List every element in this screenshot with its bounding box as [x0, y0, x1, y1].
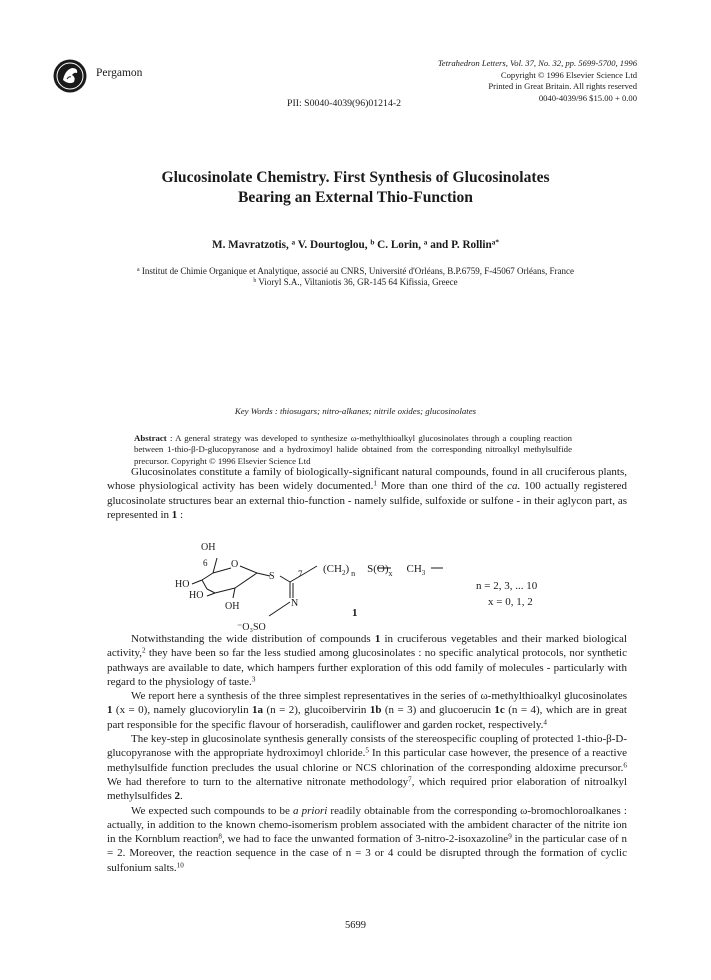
affiliation-text: Vioryl S.A., Viltaniotis 36, GR-145 64 Kifissia, Greece	[258, 277, 458, 287]
compound-number: 1	[352, 607, 358, 619]
bond-line	[307, 566, 317, 572]
author-mark: b	[370, 238, 375, 247]
text-span: The key-step in glucosinolate synthesis generally consists of the stereospecific coupling of protected 1-thio-β-D-glucopyranose with the appropriate hydroximoyl chloride.	[107, 733, 627, 760]
abstract-label: Abstract	[134, 433, 167, 443]
atom-label: S	[269, 571, 275, 582]
pergamon-logo-icon	[52, 58, 88, 94]
author-name: C. Lorin,	[377, 239, 421, 251]
printed-line: Printed in Great Britain. All rights reserved	[488, 81, 637, 92]
text-span: in cruciferous vegetables and their marked biological activity,	[107, 633, 627, 660]
reference-mark: 10	[176, 861, 184, 870]
abstract-text: : A general strategy was developed to synthesize ω-methylthioalkyl glucosinolates through a coupling reaction between 1-thio-β-D-glucopyranose and a hydroximoyl halide obtained from the corresponding nitroalkyl methylsulfide precursor. Copyright © 1996 Elsevier Science Ltd	[134, 433, 572, 466]
text-span: ca.	[507, 480, 521, 493]
text-span: , which required prior elaboration of nitroalkyl methylsulfides	[107, 775, 627, 803]
body-paragraph-2	[107, 632, 627, 689]
bond-line	[192, 580, 202, 584]
condition-n: n = 2, 3, ... 10	[476, 580, 538, 592]
atom-label: HO	[175, 579, 190, 590]
compound-number: 1a	[252, 704, 264, 717]
text-span: (n = 2), glucoibervirin	[263, 704, 370, 717]
chain-label: $(CH_2)$ $_n$ $S(O)_x$ $CH_3$	[323, 563, 426, 578]
bond-line	[213, 558, 217, 573]
text-span: , we had to face the unwanted formation of 3-nitro-2-isoxazoline	[221, 833, 509, 846]
affiliation-mark: b	[253, 278, 257, 285]
affiliation-b	[0, 277, 711, 288]
affiliation-text: Institut de Chimie Organique et Analytique, associé au CNRS, Université d'Orléans, B.P.6759, F-45067 Orléans, France	[141, 266, 574, 276]
atom-label: 7	[298, 569, 303, 579]
atom-label: 6	[203, 558, 208, 568]
text-span: 100 actually registered glucosinolate structures bear an external thio-function - namely sulfide, sulfoxide or sulfone - in their aglycon part, as represented in	[107, 480, 627, 521]
bond-line	[215, 588, 235, 593]
reference-mark: 2	[142, 646, 146, 655]
text-span: We had therefore to turn to the alternative nitronate methodology	[107, 775, 409, 788]
atom-label: O	[231, 559, 239, 570]
bond-line	[202, 573, 213, 580]
journal-info	[438, 58, 637, 104]
page-number: 5699	[345, 920, 366, 931]
atom-label: OH	[225, 601, 240, 612]
text-span: (n = 3) and glucoerucin	[381, 704, 495, 717]
text-span: (x = 0), namely glucoviorylin	[112, 704, 253, 717]
condition-x: x = 0, 1, 2	[488, 596, 533, 608]
compound-number: 1c	[494, 704, 505, 717]
body-paragraph-5	[107, 804, 627, 875]
compound-number: 1	[107, 704, 113, 717]
paper-title	[0, 168, 711, 208]
body-text-block	[107, 632, 627, 875]
body-paragraph-1	[107, 465, 627, 522]
text-span: Notwithstanding the wide distribution of compounds	[131, 633, 375, 645]
bond-line	[202, 580, 207, 589]
text-span: :	[177, 508, 184, 521]
reference-mark: 7	[408, 775, 412, 784]
atom-label: HO	[189, 590, 204, 601]
text-span: We report here a synthesis of the three simplest representatives in the series of ω-methylthioalkyl glucosinolates	[131, 690, 627, 703]
body-paragraph-3	[107, 689, 627, 732]
author-mark: a*	[491, 238, 499, 247]
title-line-1: Glucosinolate Chemistry. First Synthesis of Glucosinolates	[161, 169, 550, 186]
bond-line	[235, 573, 257, 588]
text-span: they have been so far the less studied among glucosinolates : no specific analytical protocols, nor synthetic pathways are available to date, which hampers further exploration of this odd family of molecules - particularly with regard to the physiology of taste.	[107, 647, 627, 688]
author-list	[0, 239, 711, 251]
affiliation-mark: a	[137, 267, 140, 274]
text-span: (n = 4), which are in great part responsible for the specific flavour of horseradish, cauliflower and garden rocket, respectively.	[107, 704, 627, 731]
title-line-2: Bearing an External Thio-Function	[238, 189, 473, 206]
text-span: a priori	[293, 804, 328, 817]
bond-line	[207, 589, 215, 593]
text-span: readily obtainable from the corresponding ω-bromochloroalkanes : actually, in addition to the known chemo-isomerism problem associated with the ambident character of the nitrite ion in the Kornblum reaction	[107, 804, 627, 846]
reference-mark: 3	[251, 675, 256, 684]
compound-number: 1b	[369, 704, 382, 717]
abstract	[134, 433, 572, 467]
pii-identifier: PII: S0040-4039(96)01214-2	[287, 98, 402, 109]
compound-number: 2	[174, 790, 181, 803]
reference-mark: 6	[623, 761, 627, 770]
author-name: M. Mavratzotis,	[212, 239, 289, 251]
text-span: We expected such compounds to be	[131, 804, 293, 817]
reference-mark: 8	[218, 832, 222, 841]
text-span: Glucosinolates constitute a family of biologically-significant natural compounds, found in all cruciferous plants, whose physiological activity has been widely documented.	[107, 466, 627, 493]
bond-line	[233, 588, 235, 598]
journal-citation: Tetrahedron Letters, Vol. 37, No. 32, pp. 5699-5700, 1996	[437, 58, 637, 68]
author-name: V. Dourtoglou,	[297, 239, 368, 251]
bond-line	[207, 593, 215, 596]
text-span: in the particular case of n = 2. Moreover, the reaction sequence in the case of n = 3 or 4 could be disrupted through the formation of cyclic sulfonium salts.	[107, 833, 628, 874]
publisher-name: Pergamon	[96, 67, 143, 79]
body-paragraph-4	[107, 732, 627, 803]
bond-line	[280, 576, 290, 582]
text-span: .	[180, 790, 183, 803]
reference-mark: 5	[365, 746, 369, 755]
bond-line	[240, 566, 257, 573]
structure-conditions	[476, 578, 537, 610]
affiliation-a	[0, 266, 711, 277]
keywords: Key Words : thiosugars; nitro-alkanes; nitrile oxides; glucosinolates	[234, 406, 477, 416]
atom-label: ⁻O₃SO	[237, 622, 266, 633]
bond-line	[269, 602, 290, 616]
bond-line	[213, 568, 231, 573]
reference-mark: 4	[543, 718, 547, 727]
issn-price-line: 0040-4039/96 $15.00 + 0.00	[538, 92, 637, 103]
reference-mark: 9	[508, 832, 512, 841]
copyright-line: Copyright © 1996 Elsevier Science Ltd	[500, 69, 637, 80]
atom-label: N	[291, 598, 299, 609]
author-mark: a	[291, 238, 296, 247]
author-mark: a	[423, 238, 428, 247]
affiliations	[0, 266, 711, 288]
text-span: More than one third of the	[376, 480, 508, 493]
compound-number: 1	[171, 508, 178, 521]
atom-label: OH	[201, 542, 216, 553]
compound-number: 1	[374, 633, 381, 645]
text-span: In this particular case however, the presence of a reactive methylsulfide function precludes the usual chlorine or NCS chlorination of the corresponding aldoxime precursor.	[107, 747, 627, 774]
reference-mark: 1	[373, 479, 377, 488]
author-name: and P. Rollin	[430, 239, 492, 251]
